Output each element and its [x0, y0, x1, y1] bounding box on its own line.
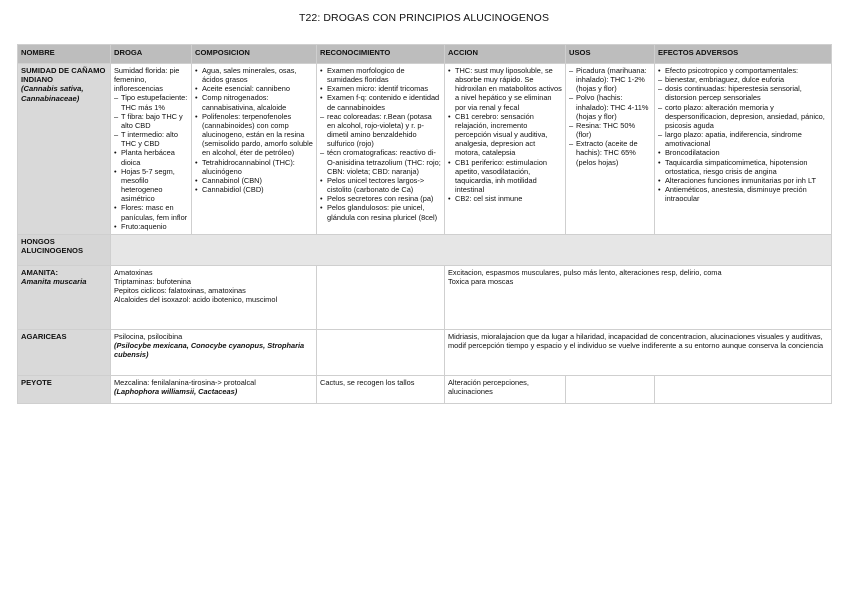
amanita-droga-0: Amatoxinas: [114, 267, 153, 277]
header-composicion: COMPOSICION: [192, 45, 317, 64]
list-item: • Antieméticos, anestesia, disminuye preción intraocular: [658, 185, 828, 203]
cannabis-name-cell: [18, 64, 111, 235]
header-reconocimiento: RECONOCIMIENTO: [317, 45, 445, 64]
amanita-latin: Amanita muscaria: [21, 277, 87, 287]
list-item: – técn cromatograficas: reactivo di-O-anisidina tetrazolium (THC: rojo; CBN: violeta; CBD: naranja): [320, 148, 441, 175]
list-item: – Tipo estupefaciente: THC más 1%: [114, 93, 188, 111]
table-row-cannabis: [18, 64, 832, 235]
table-row-amanita: [18, 265, 832, 329]
agariceas-name: AGARICEAS: [18, 329, 111, 375]
peyote-name: PEYOTE: [18, 375, 111, 403]
list-item: • Fruto:aquenio: [114, 222, 188, 231]
peyote-accion-cell: Alteración percepciones, alucinaciones: [445, 375, 566, 403]
peyote-droga: Mezcalina: fenilalanina-tirosina-> protoalcal: [114, 377, 256, 387]
list-item: • Agua, sales minerales, osas, ácidos grasos: [195, 66, 313, 84]
list-item: • Cannabinol (CBN): [195, 176, 313, 185]
list-item: • Efecto psicotropico y comportamentales:: [658, 66, 828, 75]
amanita-name: AMANITA:: [21, 267, 58, 277]
list-item: • CB1 cerebro: sensación relajación, incremento percepción visual y auditiva, analgesia, depresion act motora, catalepsia: [448, 112, 562, 158]
agariceas-latin: (Psilocybe mexicana, Conocybe cyanopus, Stropharia cubensis): [114, 340, 305, 360]
hongos-name: HONGOS ALUCINOGENOS: [18, 234, 111, 265]
list-item: – largo plazo: apatia, indiferencia, sindrome amotivacional: [658, 130, 828, 148]
amanita-accion-1: Toxica para moscas: [448, 276, 514, 286]
list-item: • Tetrahidrocannabinol (THC): alucinógeno: [195, 158, 313, 176]
agariceas-accion-cell: Midriasis, mioralajacion que da lugar a hilaridad, incapacidad de concentracion, alucinaciones visuales y auditivas, modif percepción tiempo y espacio y el individuo se vuelve indiferente a su entorno aunque conserva la conciencia: [445, 329, 832, 375]
amanita-reconocimiento-cell: [317, 265, 445, 329]
list-item: – T intermedio: alto THC y CBD: [114, 130, 188, 148]
list-item: • Broncodilatacion: [658, 148, 828, 157]
peyote-droga-cell: [111, 375, 317, 403]
list-item: – dosis continuadas: hiperestesia sensorial, distorsion percep sensoriales: [658, 84, 828, 102]
header-usos: USOS: [566, 45, 655, 64]
cannabis-latin: (Cannabis sativa, Cannabinaceae): [21, 84, 84, 103]
cannabis-composicion-cell: [192, 64, 317, 235]
agariceas-reconocimiento-cell: [317, 329, 445, 375]
peyote-usos-cell: [566, 375, 655, 403]
list-item: • Taquicardia simpaticomimetica, hipotension ortostatica, riesgo crisis de angina: [658, 158, 828, 176]
drug-table: [17, 44, 832, 404]
amanita-name-cell: [18, 265, 111, 329]
list-item: – bienestar, embriaguez, dulce euforia: [658, 75, 828, 84]
agariceas-droga: Psilocina, psilocibina: [114, 331, 183, 341]
list-item: • Flores: masc en panículas, fem inflor: [114, 203, 188, 221]
peyote-reconocimiento-cell: Cactus, se recogen los tallos: [317, 375, 445, 403]
list-item: • THC: sust muy liposoluble, se absorbe muy rápido. Se hidroxilan en matabolitos activos a nivel hepático y se eliminan por via renal y fecal: [448, 66, 562, 112]
page-title: T22: DROGAS CON PRINCIPIOS ALUCINOGENOS: [298, 12, 550, 24]
cannabis-droga-intro: Sumidad florida: pie femenino, inflorescencias: [114, 66, 180, 94]
list-item: • Examen micro: identif tricomas: [320, 84, 441, 93]
list-item: • Comp nitrogenados: cannabisativina, alcaloide: [195, 93, 313, 111]
cannabis-accion-cell: [445, 64, 566, 235]
list-item: • CB1 periferico: estimulacion apetito, vasodilatación, taquicardia, inh motilidad intestinal: [448, 158, 562, 195]
hongos-empty: [111, 234, 832, 265]
list-item: – Resina: THC 50% (flor): [569, 121, 651, 139]
header-accion: ACCION: [445, 45, 566, 64]
list-item: • Alteraciones funciones inmunitarias por inh LT: [658, 176, 828, 185]
list-item: – Picadura (marihuana: inhalado): THC 1-2% (hojas y flor): [569, 66, 651, 93]
amanita-accion-0: Excitacion, espasmos musculares, pulso más lento, alteraciones resp, delirio, coma: [448, 267, 722, 277]
peyote-efectos-cell: [655, 375, 832, 403]
amanita-accion-cell: [445, 265, 832, 329]
list-item: – Polvo (hachis: inhalado): THC 4-11% (hojas y flor): [569, 93, 651, 120]
cannabis-reconocimiento-cell: [317, 64, 445, 235]
cannabis-name: SUMIDAD DE CAÑAMO INDIANO: [21, 66, 106, 85]
cannabis-droga-cell: [111, 64, 192, 235]
list-item: – corto plazo: alteración memoria y despersonificacion, depresion, ansiedad, pánico, psicosis aguda: [658, 103, 828, 130]
list-item: • Planta herbácea dioica: [114, 148, 188, 166]
list-item: • CB2: cel sist inmune: [448, 194, 562, 203]
amanita-droga-1: Triptaminas: bufotenina: [114, 276, 191, 286]
header-row: [18, 45, 832, 64]
list-item: • Polifenoles: terpenofenoles (cannabinoides) con comp alucinogeno, están en la resina (semisolido pardo, amorfo soluble en alcohol, éter de petróleo): [195, 112, 313, 158]
cannabis-efectos-cell: [655, 64, 832, 235]
amanita-droga-2: Pepitos ciclicos: falatoxinas, amatoxinas: [114, 286, 246, 296]
table-row-agariceas: [18, 329, 832, 375]
cannabis-usos-cell: [566, 64, 655, 235]
list-item: • Hojas 5-7 segm, mesofilo heterogeneo asimétrico: [114, 167, 188, 204]
amanita-droga-cell: [111, 265, 317, 329]
header-efectos-adversos: EFECTOS ADVERSOS: [655, 45, 832, 64]
list-item: • Pelos secretores con resina (pa): [320, 194, 441, 203]
list-item: • Aceite esencial: cannibeno: [195, 84, 313, 93]
list-item: • Cannabidiol (CBD): [195, 185, 313, 194]
list-item: • Pelos unicel tectores largos-> cistolito (carbonato de Ca): [320, 176, 441, 194]
header-droga: DROGA: [111, 45, 192, 64]
list-item: – T fibra: bajo THC y alto CBD: [114, 112, 188, 130]
table-row-peyote: [18, 375, 832, 403]
peyote-latin: (Laphophora williamsii, Cactaceas): [114, 386, 238, 396]
header-nombre: NOMBRE: [18, 45, 111, 64]
amanita-droga-3: Alcaloides del isoxazol: acido ibotenico, muscimol: [114, 295, 278, 305]
list-item: • Examen f-q: contenido e identidad de cannabinoides: [320, 93, 441, 111]
list-item: – reac coloreadas: r.Bean (potasa en alcohol, rojo-violeta) y r. p-dimetil amino benzaldehido sulfurico (rojo): [320, 112, 441, 149]
list-item: – Extracto (aceite de hachis): THC 65% (pelos hojas): [569, 139, 651, 166]
table-row-hongos: [18, 234, 832, 265]
list-item: • Examen morfologico de sumidades floridas: [320, 66, 441, 84]
agariceas-droga-cell: [111, 329, 317, 375]
list-item: • Pelos glandulosos: pie unicel, glándula con resina pluricel (8cel): [320, 203, 441, 221]
